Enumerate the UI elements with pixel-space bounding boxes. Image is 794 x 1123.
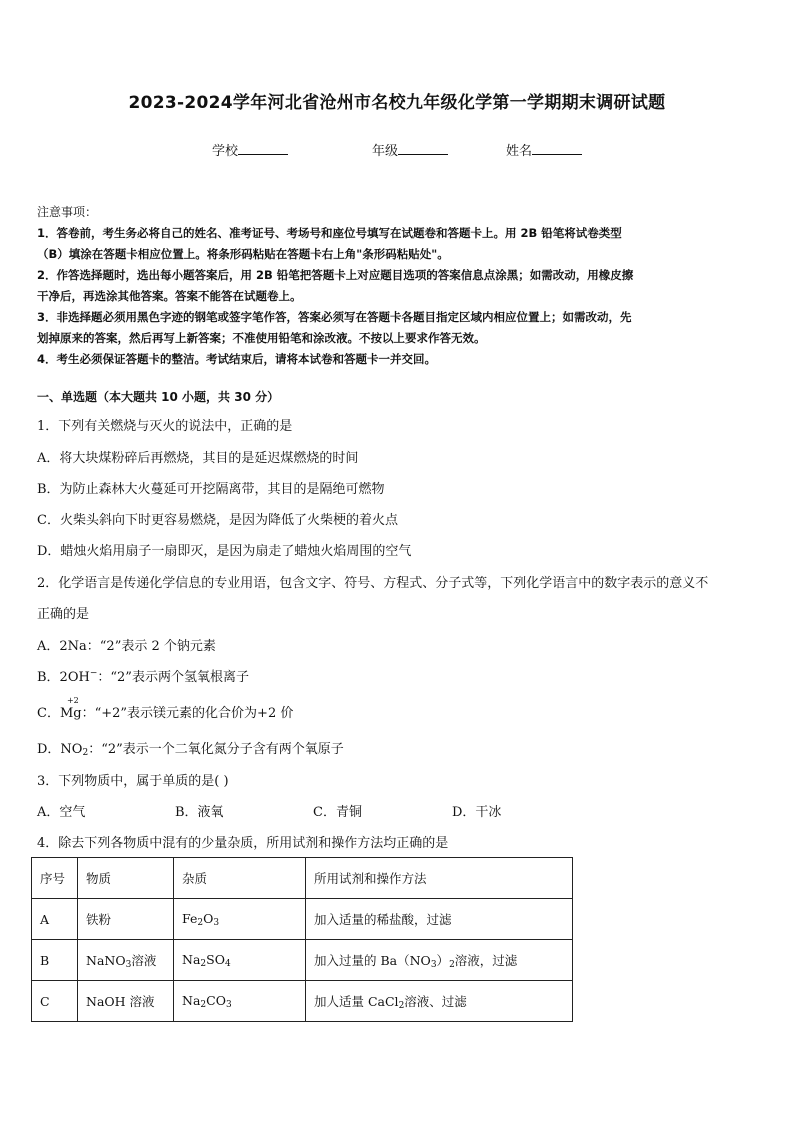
formula-subscript: 4: [224, 958, 231, 969]
name-field: [506, 140, 582, 159]
formula-part: Fe: [182, 910, 198, 926]
row-b-id: B: [32, 940, 78, 981]
row-a-id: A: [32, 899, 78, 940]
row-c-method: [306, 981, 573, 1022]
formula-part: Na: [182, 951, 201, 967]
q2-b-text: ：“2”表示两个氢氧根离子: [97, 670, 249, 685]
formula-part: NaNO: [86, 952, 126, 968]
formula-subscript: 3: [430, 959, 437, 970]
q2-c-symbol: [59, 696, 82, 721]
q1-stem: 1．下列有关燃烧与灭火的说法中，正确的是: [37, 419, 293, 434]
notes-block: [37, 202, 759, 370]
q2-d-text: ：“2”表示一个二氧化氮分子含有两个氧原子: [88, 742, 344, 757]
row-a-impurity: [174, 899, 306, 940]
formula-subscript: 2: [200, 999, 207, 1010]
grade-label: 年级: [372, 144, 399, 159]
method-part: 溶液、过滤: [404, 993, 467, 1009]
q1-option-d: D．蜡烛火焰用扇子一扇即灭，是因为扇走了蜡烛火焰周围的空气: [37, 544, 412, 559]
formula-part: 溶液: [131, 952, 157, 968]
row-c-substance: NaOH 溶液: [78, 981, 174, 1022]
formula-subscript: 2: [449, 959, 455, 970]
row-a-method: 加入适量的稀盐酸，过滤: [306, 899, 573, 940]
formula-subscript: 2: [398, 1000, 405, 1011]
formula-subscript: 3: [213, 917, 220, 928]
q1-option-b: B．为防止森林大火蔓延可开挖隔离带，其目的是隔绝可燃物: [37, 482, 385, 497]
section-heading: 一、单选题（本大题共 10 小题，共 30 分）: [37, 390, 280, 404]
note-3a: 3．非选择题必须用黑色字迹的钢笔或签字笔作答，答案必须写在答题卡各题目指定区域内相应位置上；如需改动，先: [37, 310, 632, 324]
q1-option-c: C．火柴头斜向下时更容易燃烧，是因为降低了火柴梗的着火点: [37, 513, 398, 528]
q2-stem-line2: 正确的是: [37, 607, 90, 622]
table-row: [32, 981, 573, 1022]
row-b-substance: [78, 940, 174, 981]
q2-d-formula: D．NO: [37, 742, 83, 757]
q2-c-text: ：“+2”表示镁元素的化合价为+2 价: [81, 706, 294, 721]
name-blank[interactable]: [532, 142, 582, 155]
formula-part: SO: [206, 951, 225, 967]
q3-option-d: D．干冰: [452, 805, 502, 820]
formula-part: Na: [182, 992, 201, 1008]
note-3b: 划掉原来的答案，然后再写上新答案；不准使用铅笔和涂改液。不按以上要求作答无效。: [37, 331, 486, 345]
q4-stem: 4．除去下列各物质中混有的少量杂质，所用试剂和操作方法均正确的是: [37, 836, 449, 851]
formula-subscript: 2: [197, 917, 204, 928]
formula-part: CO: [206, 992, 226, 1008]
table-header-row: [32, 858, 573, 899]
note-2a: 2．作答选择题时，选出每小题答案后，用 2B 铅笔把答题卡上对应题目选项的答案信息点涂黑；如需改动，用橡皮擦: [37, 268, 634, 282]
q2-b-charge: −: [89, 668, 98, 679]
q3-option-c: C．青铜: [313, 805, 362, 820]
row-b-method: [306, 940, 573, 981]
method-part: 溶液，过滤: [454, 952, 518, 968]
row-c-impurity: [174, 981, 306, 1022]
formula-subscript: 3: [125, 959, 132, 970]
q1-option-a: A．将大块煤粉碎后再燃烧，其目的是延迟煤燃烧的时间: [37, 451, 359, 466]
col-header-substance: 物质: [78, 858, 174, 899]
col-header-method: 所用试剂和操作方法: [306, 858, 573, 899]
note-1b: （B）填涂在答题卡相应位置上。将条形码粘贴在答题卡右上角"条形码粘贴处"。: [37, 247, 449, 261]
q2-d-subscript: 2: [82, 748, 89, 758]
method-part: 加入过量的 Ba（NO: [314, 952, 431, 968]
col-header-impurity: 杂质: [174, 858, 306, 899]
row-a-substance: 铁粉: [78, 899, 174, 940]
q2-option-b: [37, 666, 249, 685]
q3-stem: 3．下列物质中，属于单质的是( ): [37, 774, 229, 789]
note-4: 4．考生必须保证答题卡的整洁。考试结束后，请将本试卷和答题卡一并交回。: [37, 352, 436, 366]
q2-option-d: [37, 738, 344, 758]
col-header-id: 序号: [32, 858, 78, 899]
q2-option-a: A．2Na：“2”表示 2 个钠元素: [37, 639, 216, 654]
q2-b-formula: B．2OH: [37, 670, 90, 685]
page-title: 2023-2024学年河北省沧州市名校九年级化学第一学期期末调研试题: [128, 93, 666, 113]
q2-stem-line1: 2．化学语言是传递化学信息的专业用语，包含文字、符号、方程式、分子式等，下列化学语言中的数字表示的意义不: [37, 576, 709, 591]
method-part: ）: [436, 952, 450, 968]
method-part: 加人适量 CaCl: [314, 993, 399, 1009]
school-blank[interactable]: [238, 142, 288, 155]
q2-option-c: [37, 696, 294, 721]
q3-option-a: A．空气: [37, 805, 86, 820]
grade-blank[interactable]: [398, 142, 448, 155]
notes-heading: 注意事项：: [37, 205, 98, 219]
row-b-impurity: [174, 940, 306, 981]
q2-c-element: Mg: [59, 706, 82, 721]
formula-part: O: [203, 910, 214, 926]
grade-field: [372, 140, 448, 159]
formula-subscript: 3: [225, 999, 232, 1010]
note-2b: 干净后，再选涂其他答案。答案不能答在试题卷上。: [37, 289, 302, 303]
name-label: 姓名: [506, 144, 533, 159]
q2-c-valence: +2: [66, 696, 79, 705]
school-label: 学校: [212, 144, 239, 159]
q2-c-label: C．: [37, 706, 60, 721]
table-row: [32, 899, 573, 940]
row-c-id: C: [32, 981, 78, 1022]
q3-option-b: B．液氧: [175, 805, 224, 820]
table-row: [32, 940, 573, 981]
school-field: [212, 140, 288, 159]
q4-table: [31, 857, 573, 1022]
formula-subscript: 2: [200, 958, 207, 969]
note-1a: 1．答卷前，考生务必将自己的姓名、准考证号、考场号和座位号填写在试题卷和答题卡上。用 2B 铅笔将试卷类型: [37, 226, 622, 240]
